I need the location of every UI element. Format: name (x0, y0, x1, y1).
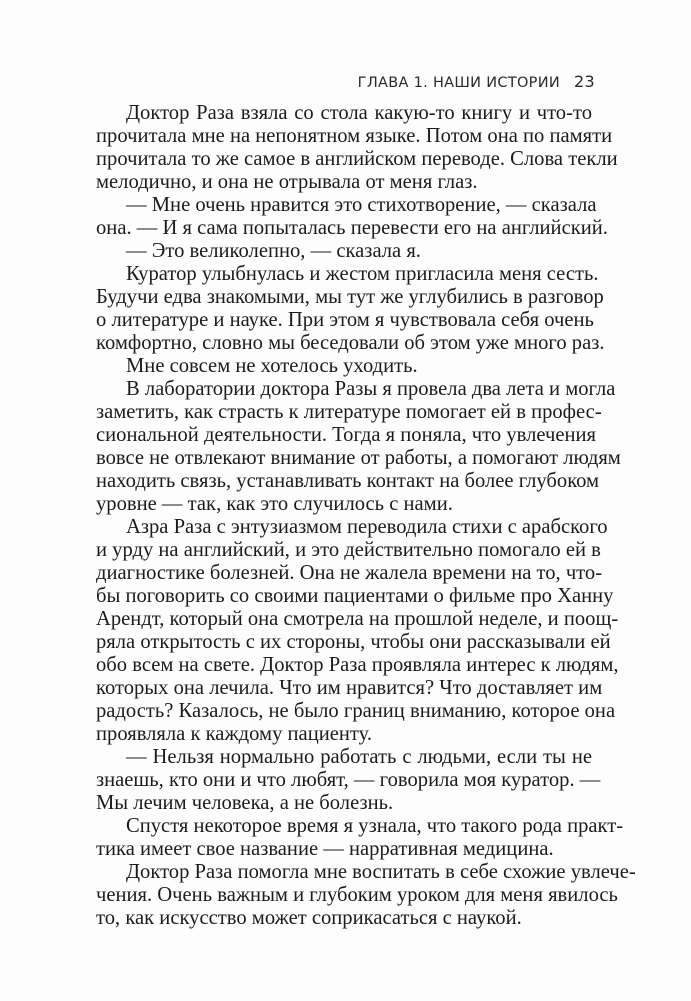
text-line: вовсе не отвлекают внимание от работы, а помогают людям (96, 447, 621, 469)
text-line: Арендт, который она смотрела на прошлой неделе, и поощ- (96, 608, 619, 630)
text-line: заметить, как страсть к литературе помогает ей в профес- (96, 401, 602, 423)
text-line: — Нельзя нормально работать с людьми, если ты не (126, 746, 592, 768)
text-line: Мы лечим человека, а не болезнь. (96, 792, 394, 814)
text-line: Спустя некоторое время я узнала, что такого рода практ- (126, 815, 624, 837)
text-line: комфортно, словно мы беседовали об этом уже много раз. (96, 332, 605, 354)
text-line: чения. Очень важным и глубоким уроком для меня явилось (96, 884, 618, 906)
text-line: и урду на английский, и это действительно помогало ей в (96, 539, 601, 561)
text-line: сиональной деятельности. Тогда я поняла, что увлечения (96, 424, 597, 446)
text-line: Азра Раза с энтузиазмом переводила стихи с арабского (126, 516, 608, 538)
text-line: — Мне очень нравится это стихотворение, — сказала (126, 194, 597, 216)
text-line: проявляла к каждому пациенту. (96, 723, 373, 745)
text-line: Будучи едва знакомыми, мы тут же углубились в разговор (96, 286, 604, 308)
text-line: обо всем на свете. Доктор Раза проявляла интерес к людям, (96, 654, 619, 676)
text-line: о литературе и науке. При этом я чувствовала себя очень (96, 309, 594, 331)
text-line: Мне совсем не хотелось уходить. (126, 355, 418, 377)
body-text (96, 102, 636, 930)
chapter-title: ГЛАВА 1. НАШИ ИСТОРИИ (357, 75, 561, 91)
text-line: которых она лечила. Что им нравится? Что доставляет им (96, 677, 603, 699)
text-line: прочитала мне на непонятном языке. Потом она по памяти (96, 125, 613, 147)
text-line: мелодично, и она не отрывала от меня глаз. (96, 171, 478, 193)
text-line: Доктор Раза взяла со стола какую-то книгу и что-то (126, 102, 592, 124)
text-line: знаешь, кто они и что любят, — говорила моя куратор. — (96, 769, 601, 791)
text-line: диагностике болезней. Она не жалела времени на то, что- (96, 562, 603, 584)
text-line: бы поговорить со своими пациентами о фильме про Ханну (96, 585, 614, 607)
text-line: Куратор улыбнулась и жестом пригласила меня сесть. (126, 263, 599, 285)
text-line: ряла открытость с их стороны, чтобы они рассказывали ей (96, 631, 611, 653)
text-line: радость? Казалось, не было границ вниманию, которое она (96, 700, 616, 722)
text-line: она. — И я сама попыталась перевести его на английский. (96, 217, 608, 239)
text-line: прочитала то же самое в английском переводе. Слова текли (96, 148, 618, 170)
text-line: Доктор Раза помогла мне воспитать в себе схожие увлече- (126, 861, 636, 883)
text-line: тика имеет свое название — нарративная медицина. (96, 838, 554, 860)
text-line: то, как искусство может соприкасаться с наукой. (96, 907, 522, 929)
text-line: уровне — так, как это случилось с нами. (96, 493, 453, 515)
text-line: находить связь, устанавливать контакт на более глубоком (96, 470, 600, 492)
text-line: В лаборатории доктора Разы я провела два лета и могла (126, 378, 616, 400)
page-number: 23 (574, 72, 595, 91)
running-head (358, 72, 595, 91)
text-line: — Это великолепно, — сказала я. (126, 240, 421, 262)
